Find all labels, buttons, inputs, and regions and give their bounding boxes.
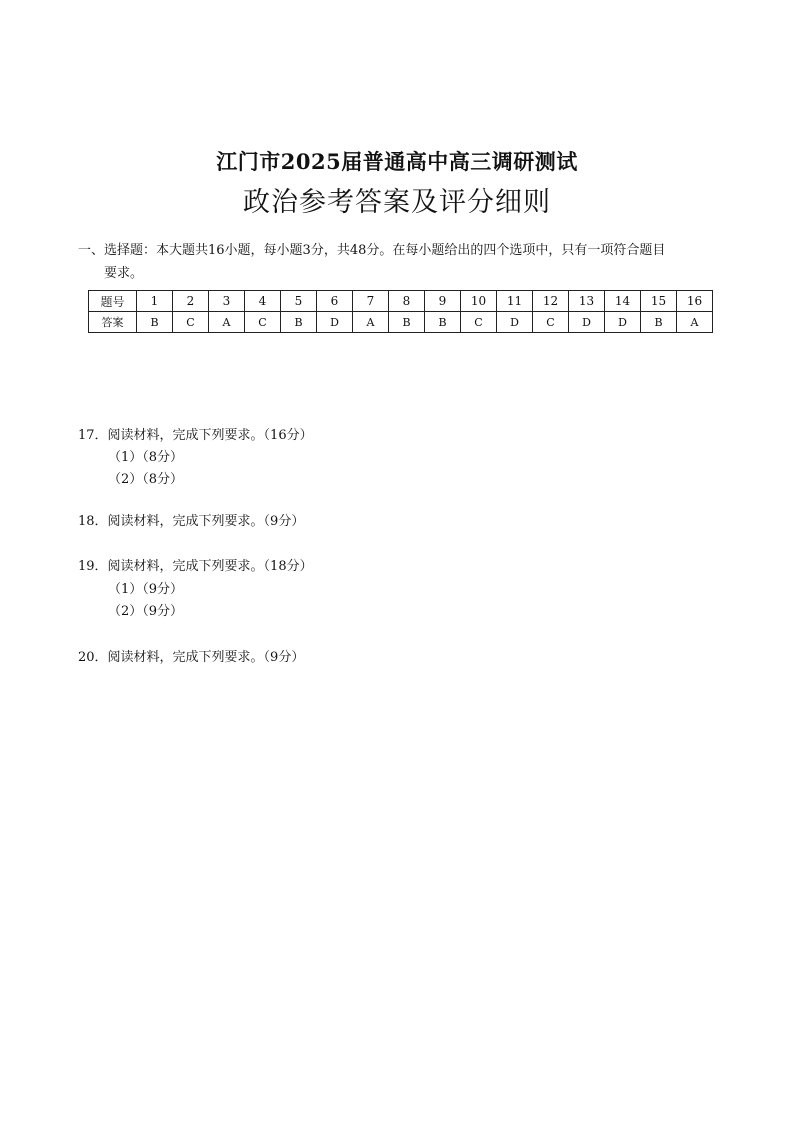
question-number: 3 [209, 291, 245, 312]
question-number: 4 [245, 291, 281, 312]
answer-cell: C [533, 312, 569, 333]
answer-cell: B [137, 312, 173, 333]
question-number: 12 [533, 291, 569, 312]
question-19-part-2: （2）（9分） [108, 604, 184, 619]
question-17-part-1: （1）（8分） [108, 450, 184, 465]
answer-cell: D [497, 312, 533, 333]
answer-cell: A [353, 312, 389, 333]
answer-cell: B [281, 312, 317, 333]
question-number: 9 [425, 291, 461, 312]
answer-row [89, 312, 713, 333]
question-number: 8 [389, 291, 425, 312]
question-number: 2 [173, 291, 209, 312]
question-number: 10 [461, 291, 497, 312]
question-19: 19．阅读材料，完成下列要求。（18分） [78, 559, 313, 574]
answer-cell: D [605, 312, 641, 333]
question-number: 11 [497, 291, 533, 312]
answer-cell: B [641, 312, 677, 333]
question-number: 5 [281, 291, 317, 312]
answer-cell: C [245, 312, 281, 333]
question-17-part-2: （2）（8分） [108, 472, 184, 487]
question-number: 14 [605, 291, 641, 312]
question-number: 1 [137, 291, 173, 312]
question-number: 16 [677, 291, 713, 312]
question-number: 13 [569, 291, 605, 312]
question-number: 6 [317, 291, 353, 312]
instructions-line-2: 要求。 [104, 266, 144, 281]
section-instructions [78, 239, 728, 285]
question-number-row [89, 291, 713, 312]
answer-cell: D [569, 312, 605, 333]
question-17: 17．阅读材料，完成下列要求。（16分） [78, 428, 313, 443]
answer-table [88, 290, 713, 333]
row-label-number: 题号 [89, 291, 137, 312]
answer-cell: C [461, 312, 497, 333]
answer-cell: B [389, 312, 425, 333]
row-label-answer: 答案 [89, 312, 137, 333]
answer-cell: C [173, 312, 209, 333]
answer-cell: B [425, 312, 461, 333]
question-20: 20．阅读材料，完成下列要求。（9分） [78, 650, 305, 665]
instructions-line-1: 一、选择题：本大题共16小题，每小题3分，共48分。在每小题给出的四个选项中，只有一项符合题目 [78, 243, 666, 258]
answer-cell: D [317, 312, 353, 333]
document-title: 江门市2025届普通高中高三调研测试 [216, 149, 578, 174]
question-number: 7 [353, 291, 389, 312]
answer-cell: A [677, 312, 713, 333]
question-19-part-1: （1）（9分） [108, 582, 184, 597]
question-number: 15 [641, 291, 677, 312]
question-18: 18．阅读材料，完成下列要求。（9分） [78, 514, 305, 529]
answer-cell: A [209, 312, 245, 333]
document-subtitle: 政治参考答案及评分细则 [243, 187, 551, 218]
